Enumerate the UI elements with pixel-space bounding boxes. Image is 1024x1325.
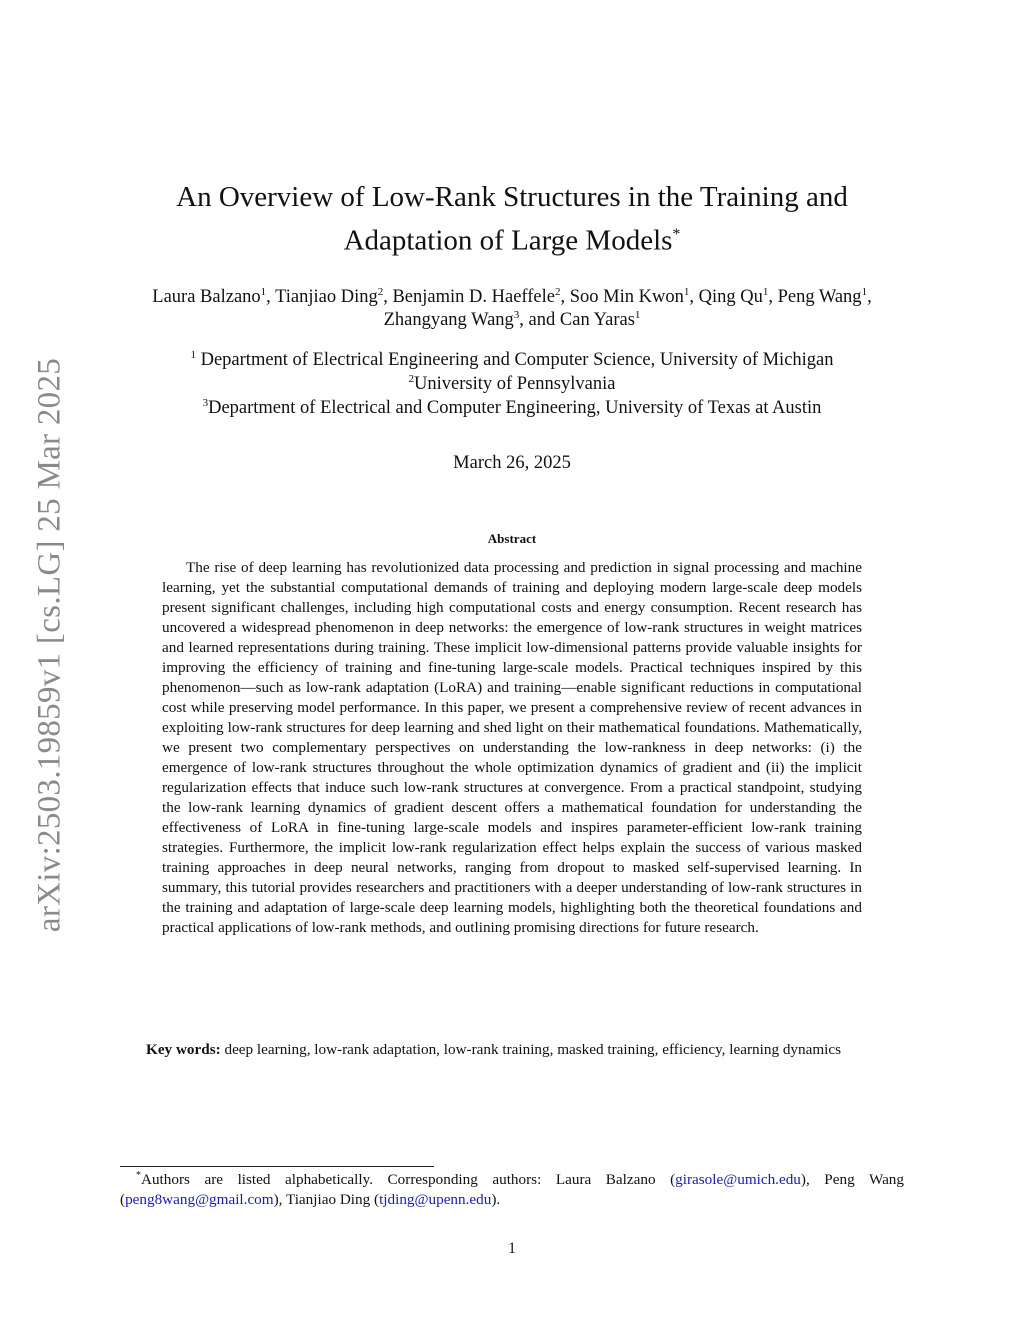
publication-date: March 26, 2025: [453, 453, 571, 473]
arxiv-identifier-stamp: arXiv:2503.19859v1 [cs.LG] 25 Mar 2025: [31, 357, 68, 933]
affiliation-3: $^3$Department of Electrical and Computer Engineering, University of Texas at Austin: [202, 396, 822, 418]
keywords-label: Key words:: [146, 1041, 221, 1058]
author: Tianjiao Ding$^2$: [275, 285, 384, 307]
author-list: Laura Balzano$^1$, Tianjiao Ding$^2$, Benjamin D. Haeffele$^2$, Soo Min Kwon$^1$, Qing Qu$^1$, Peng Wang$^1$, Zhangyang Wang$^3$, and Can Yaras$^1$: [152, 285, 872, 330]
affiliation-1: $^1$ Department of Electrical Engineering and Computer Science, University of Michigan: [190, 348, 834, 370]
author: Can Yaras$^1$: [559, 308, 641, 330]
footnote-mark: *: [136, 1169, 141, 1181]
affiliation-2: $^2$University of Pennsylvania: [408, 372, 616, 394]
title-line-1: An Overview of Low-Rank Structures in the Training and: [176, 181, 848, 213]
footnote-divider: [120, 1166, 434, 1167]
footnote: *Authors are listed alphabetically. Corresponding authors: Laura Balzano (girasole@umich.edu), Peng Wang (peng8wang@gmail.com), Tianjiao Ding (tjding@upenn.edu).: [120, 1169, 904, 1208]
email-link-wang[interactable]: peng8wang@gmail.com: [125, 1191, 274, 1208]
keywords-text: deep learning, low-rank adaptation, low-rank training, masked training, efficiency, learning dynamics: [224, 1041, 842, 1058]
author: Benjamin D. Haeffele$^2$: [392, 285, 561, 307]
keywords: [120, 1040, 904, 1060]
title-footnote-mark: *: [672, 226, 681, 243]
affiliations: [120, 348, 904, 420]
author: Zhangyang Wang$^3$: [383, 308, 520, 330]
abstract-body: The rise of deep learning has revolutionized data processing and prediction in signal processing and machine learning, yet the substantial computational demands of training and deploying modern large-scale deep models present significant challenges, including high computational costs and energy consumption. Recent research has uncovered a widespread phenomenon in deep networks: the emergence of low-rank structures in weight matrices and learned representations during training. These implicit low-dimensional patterns provide valuable insights for improving the efficiency of training and fine-tuning large-scale models. Practical techniques inspired by this phenomenon—such as low-rank adaptation (LoRA) and training—enable significant reductions in computational cost while preserving model performance. In this paper, we present a comprehensive review of recent advances in exploiting low-rank structures for deep learning and shed light on their mathematical foundations. Mathematically, we present two complementary perspectives on understanding the low-rankness in deep networks: (i) the emergence of low-rank structures throughout the whole optimization dynamics of gradient and (ii) the implicit regularization effects that induce such low-rank structures at convergence. From a practical standpoint, studying the low-rank learning dynamics of gradient descent offers a mathematical foundation for understanding the effectiveness of LoRA in fine-tuning large-scale models and inspires parameter-efficient low-rank training strategies. Furthermore, the implicit low-rank regularization effect helps explain the success of various masked training approaches in deep neural networks, ranging from dropout to masked self-supervised learning. In summary, this tutorial provides researchers and practitioners with a deeper understanding of low-rank structures in the training and adaptation of large-scale deep learning models, highlighting both the theoretical foundations and practical applications of low-rank methods, and outlining promising directions for future research.: [162, 559, 862, 936]
author: Peng Wang$^1$: [777, 285, 868, 307]
title-line-2: Adaptation of Large Models: [343, 224, 673, 257]
abstract-heading: Abstract: [487, 531, 537, 546]
author: Laura Balzano$^1$: [152, 285, 267, 307]
paper-title: [120, 178, 904, 260]
author: Qing Qu$^1$: [698, 285, 769, 307]
page-number: 1: [508, 1240, 516, 1257]
author: Soo Min Kwon$^1$: [569, 285, 690, 307]
email-link-balzano[interactable]: girasole@umich.edu: [675, 1171, 801, 1188]
email-link-ding[interactable]: tjding@upenn.edu: [379, 1191, 492, 1208]
